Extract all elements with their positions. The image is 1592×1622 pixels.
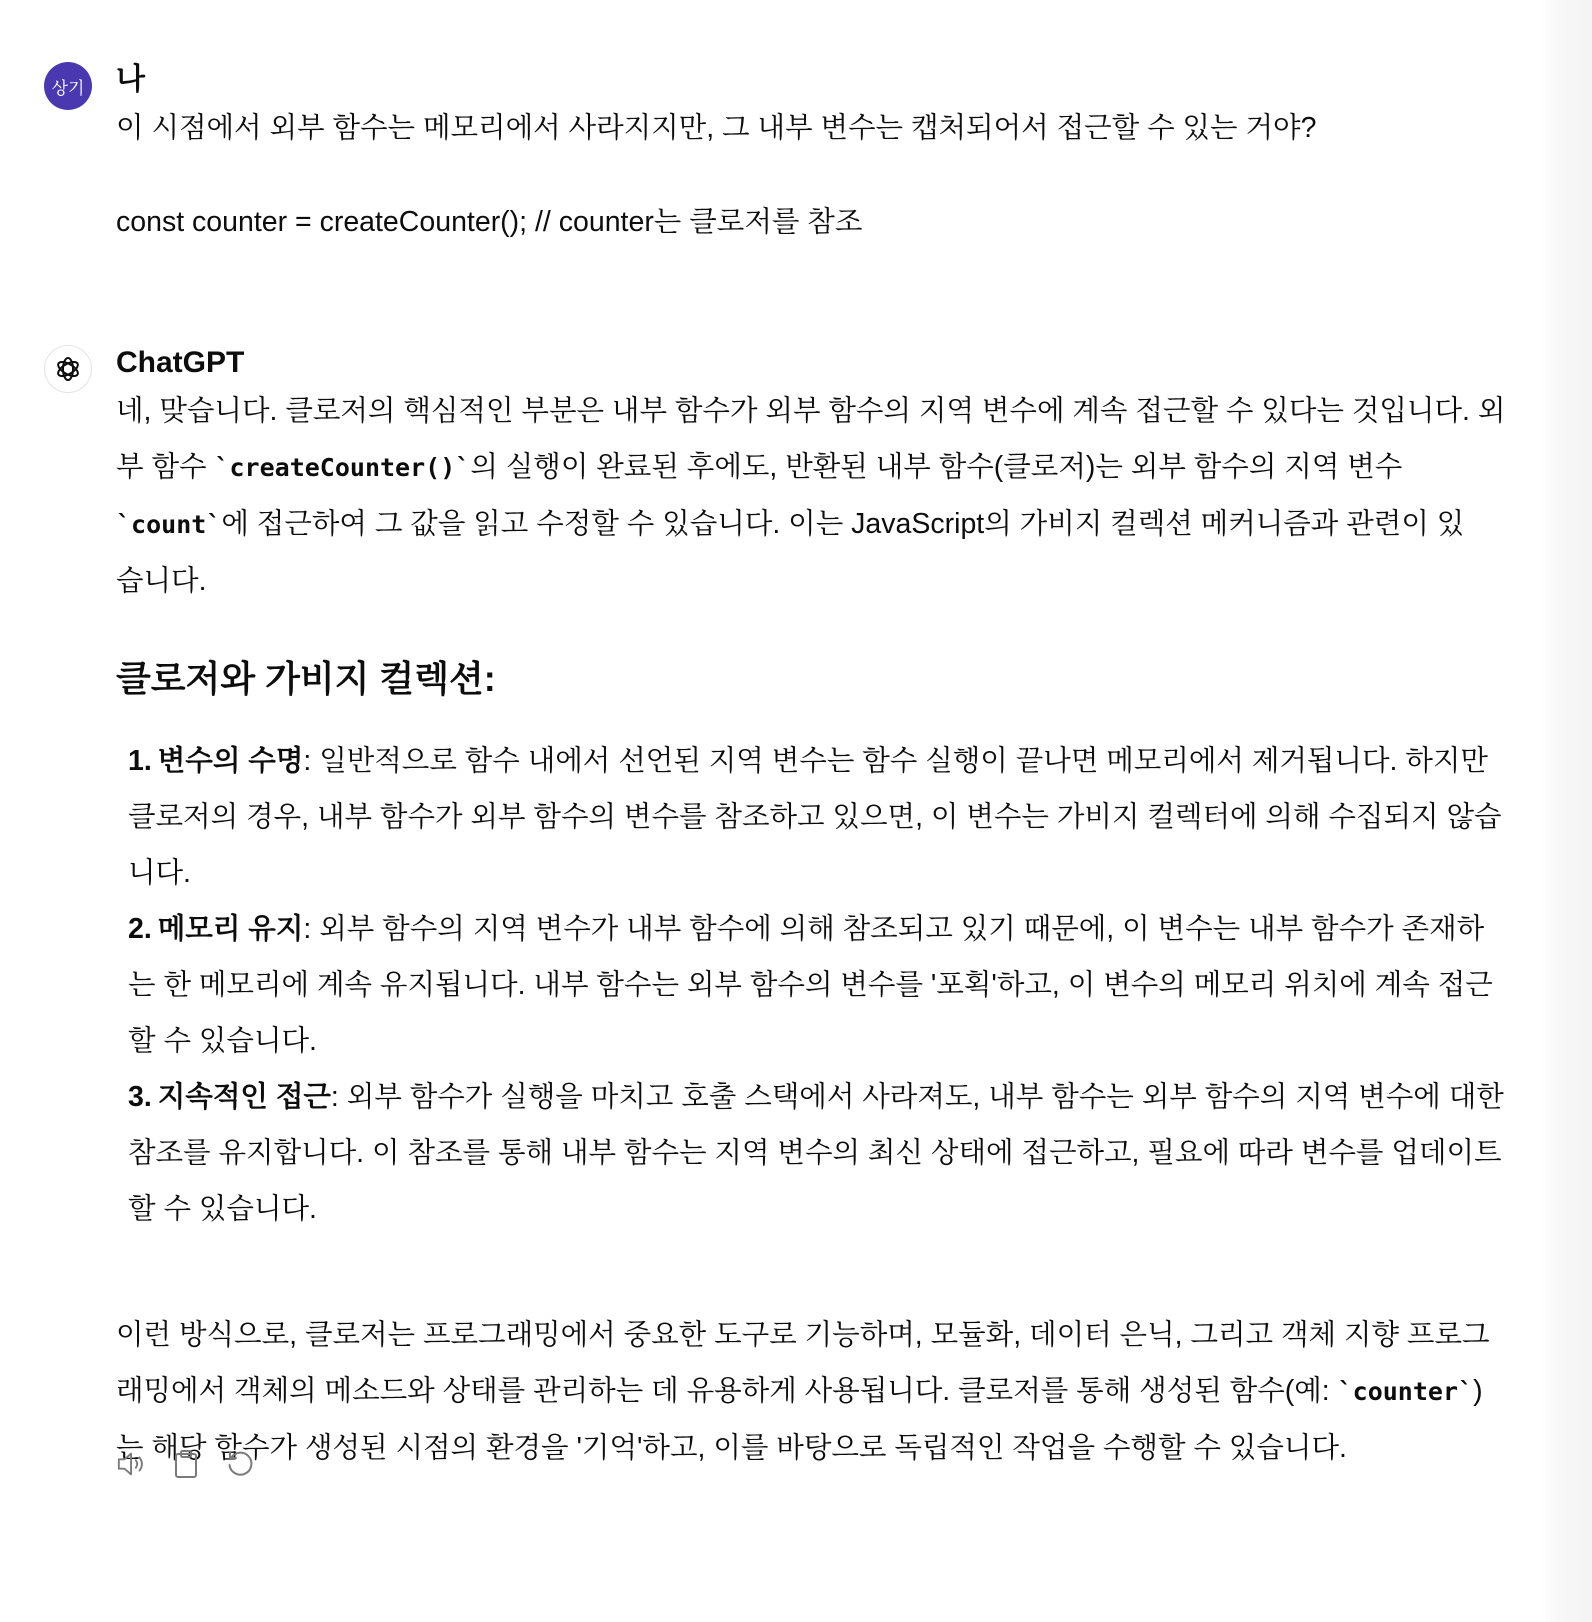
copy-button[interactable] <box>170 1448 202 1480</box>
user-message-content <box>116 100 1496 250</box>
list-item-title: 지속적인 접근 <box>157 1081 331 1113</box>
speaker-icon <box>116 1449 148 1479</box>
inline-code: `count` <box>116 510 222 539</box>
list-item: 1. 변수의 수명: 일반적으로 함수 내에서 선언된 지역 변수는 함수 실행이 끝나면 메모리에서 제거됩니다. 하지만 클로저의 경우, 내부 함수가 외부 함수의 변수를 참조하고 있으면, 이 변수는 가비지 컬렉터에 의해 수집되지 않습 니다. <box>128 745 1502 889</box>
user-author-name: 나 <box>116 63 145 96</box>
list-item: 2. 메모리 유지: 외부 함수의 지역 변수가 내부 함수에 의해 참조되고 있기 때문에, 이 변수는 내부 함수가 존재하 는 한 메모리에 계속 유지됩니다. 내부 함수는 외부 함수의 변수를 '포획'하고, 이 변수의 메모리 위치에 계속 접근 할 수 있습니다. <box>128 913 1493 1057</box>
list-item-title: 메모리 유지 <box>157 913 304 945</box>
section-heading: 클로저와 가비지 컬렉션: <box>116 658 496 699</box>
assistant-author-name: ChatGPT <box>116 346 245 379</box>
intro-line: `count`에 접근하여 그 값을 읽고 수정할 수 있습니다. 이는 JavaScript의 가비지 컬렉션 메커니즘과 관련이 있 <box>116 508 1465 540</box>
intro-line: 부 함수 `createCounter()`의 실행이 완료된 후에도, 반환된 내부 함수(클로저)는 외부 함수의 지역 변수 <box>116 451 1403 483</box>
user-avatar <box>44 62 92 110</box>
user-message-line: 이 시점에서 외부 함수는 메모리에서 사라지지만, 그 내부 변수는 캡처되어서 접근할 수 있는 거야? <box>116 112 1317 144</box>
user-avatar-initials: 상기 <box>51 78 85 99</box>
intro-line: 습니다. <box>116 565 207 597</box>
regenerate-icon <box>225 1449 255 1479</box>
scrollbar-track[interactable] <box>1540 0 1592 1622</box>
list-item: 3. 지속적인 접근: 외부 함수가 실행을 마치고 호출 스택에서 사라져도, 내부 함수는 외부 함수의 지역 변수에 대한 참조를 유지합니다. 이 참조를 통해 내부 함수는 지역 변수의 최신 상태에 접근하고, 필요에 따라 변수를 업데이트 할 수 있습니다. <box>128 1081 1504 1225</box>
inline-code: `counter` <box>1337 1377 1474 1406</box>
closing-paragraph: 이런 방식으로, 클로저는 프로그래밍에서 중요한 도구로 기능하며, 모듈화, 데이터 은닉, 그리고 객체 지향 프로그 래밍에서 객체의 메소드와 상태를 관리하는 데 유용하게 사용됩니다. 클로저를 통해 생성된 함수(예: `counter`) 는 해당 함수가 생성된 시점의 환경을 '기억'하고, 이를 바탕으로 독립적인 작업을 수행할 수 있습니다. <box>116 1319 1490 1464</box>
read-aloud-button[interactable] <box>116 1448 148 1480</box>
numbered-list <box>116 733 1504 1237</box>
openai-logo-icon <box>53 354 83 384</box>
chatgpt-avatar <box>44 345 92 393</box>
user-message-line: const counter = createCounter(); // counter는 클로저를 참조 <box>116 206 863 238</box>
message-actions <box>116 1448 256 1480</box>
intro-line: 네, 맞습니다. 클로저의 핵심적인 부분은 내부 함수가 외부 함수의 지역 변수에 계속 접근할 수 있다는 것입니다. 외 <box>116 395 1506 427</box>
clipboard-icon <box>172 1448 200 1480</box>
regenerate-button[interactable] <box>224 1448 256 1480</box>
inline-code: `createCounter()` <box>214 453 471 482</box>
assistant-message-content <box>116 383 1506 1476</box>
list-item-title: 변수의 수명 <box>157 745 304 777</box>
